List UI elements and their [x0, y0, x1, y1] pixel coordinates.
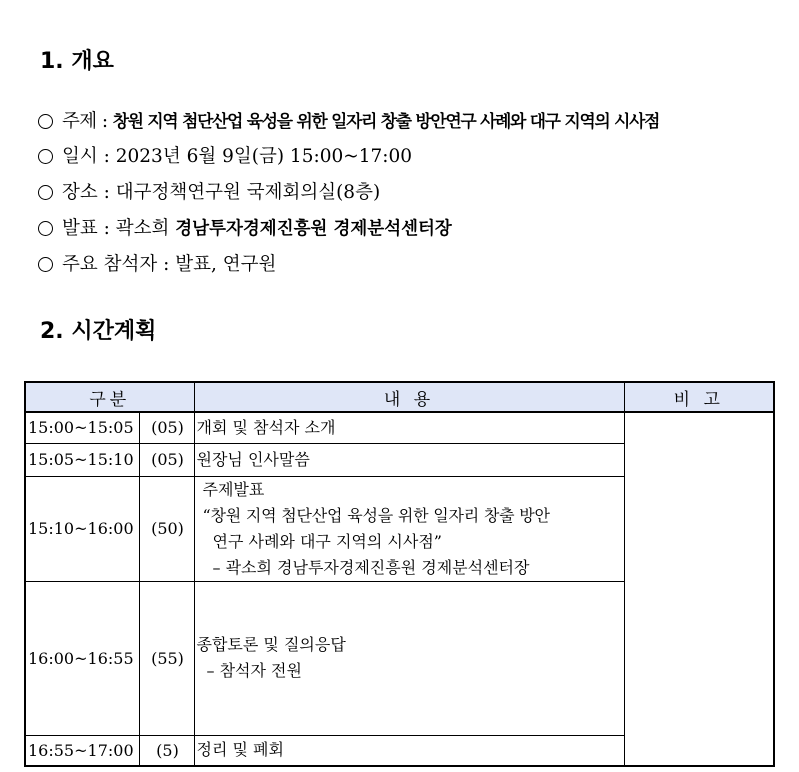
item-value: 창원 지역 첨단산업 육성을 위한 일자리 창출 방안연구 사례와 대구 지역의 시사점 [112, 111, 660, 131]
row-time: 16:00~16:55 [25, 581, 139, 735]
row-time: 15:05~15:10 [25, 443, 139, 476]
header-note: 비 고 [624, 382, 774, 412]
table-row [25, 412, 774, 443]
header-content: 내 용 [194, 382, 624, 412]
row-duration: (55) [139, 581, 194, 735]
header-category: 구분 [25, 382, 194, 412]
row-content [194, 443, 624, 476]
content-line: – 참석자 전원 [206, 661, 302, 680]
overview-item-place [38, 178, 788, 214]
content-line: “창원 지역 첨단산업 육성을 위한 일자리 창출 방안 [202, 505, 550, 525]
item-value-bold: 경남투자경제진흥원 경제분석센터장 [175, 219, 452, 239]
content-line: 주제발표 [202, 479, 265, 499]
circle-bullet-icon [38, 185, 53, 200]
schedule-table [24, 381, 775, 767]
overview-item-topic [38, 106, 788, 142]
row-time: 15:00~15:05 [25, 412, 139, 443]
note-cell [624, 412, 774, 766]
item-value: 대구정책연구원 국제회의실(8층) [115, 182, 381, 203]
circle-bullet-icon [38, 114, 53, 129]
content-line: 종합토론 및 질의응답 [196, 635, 346, 654]
row-duration: (50) [139, 476, 194, 581]
content-line: 개회 및 참석자 소개 [196, 417, 336, 437]
circle-bullet-icon [38, 257, 53, 272]
item-label: 일시 : [62, 146, 110, 167]
item-value: 곽소희 [115, 218, 170, 239]
overview-list [38, 106, 788, 286]
circle-bullet-icon [38, 149, 53, 164]
row-duration: (05) [139, 443, 194, 476]
section-title-schedule: 2. 시간계획 [40, 319, 157, 344]
content-line: – 곽소희 경남투자경제진흥원 경제분석센터장 [212, 557, 530, 577]
row-time: 16:55~17:00 [25, 735, 139, 766]
row-time: 15:10~16:00 [25, 476, 139, 581]
overview-item-presenter [38, 214, 788, 250]
content-line: 연구 사례와 대구 지역의 시사점” [212, 531, 442, 551]
row-content [194, 735, 624, 766]
item-label: 주요 참석자 : [62, 254, 170, 275]
item-label: 장소 : [62, 182, 110, 203]
row-duration: (05) [139, 412, 194, 443]
circle-bullet-icon [38, 221, 53, 236]
row-content [194, 581, 624, 735]
row-content [194, 476, 624, 581]
item-value: 발표, 연구원 [175, 254, 277, 275]
row-duration: (5) [139, 735, 194, 766]
item-label: 주제 : [62, 111, 108, 132]
item-value: 2023년 6월 9일(금) 15:00~17:00 [115, 146, 413, 167]
content-line: 원장님 인사말씀 [196, 449, 310, 469]
overview-item-date [38, 142, 788, 178]
content-line: 정리 및 폐회 [196, 740, 284, 760]
table-header-row [25, 382, 774, 412]
item-label: 발표 : [62, 218, 110, 239]
section-title-overview: 1. 개요 [40, 49, 114, 74]
overview-item-attendees [38, 250, 788, 286]
row-content [194, 412, 624, 443]
